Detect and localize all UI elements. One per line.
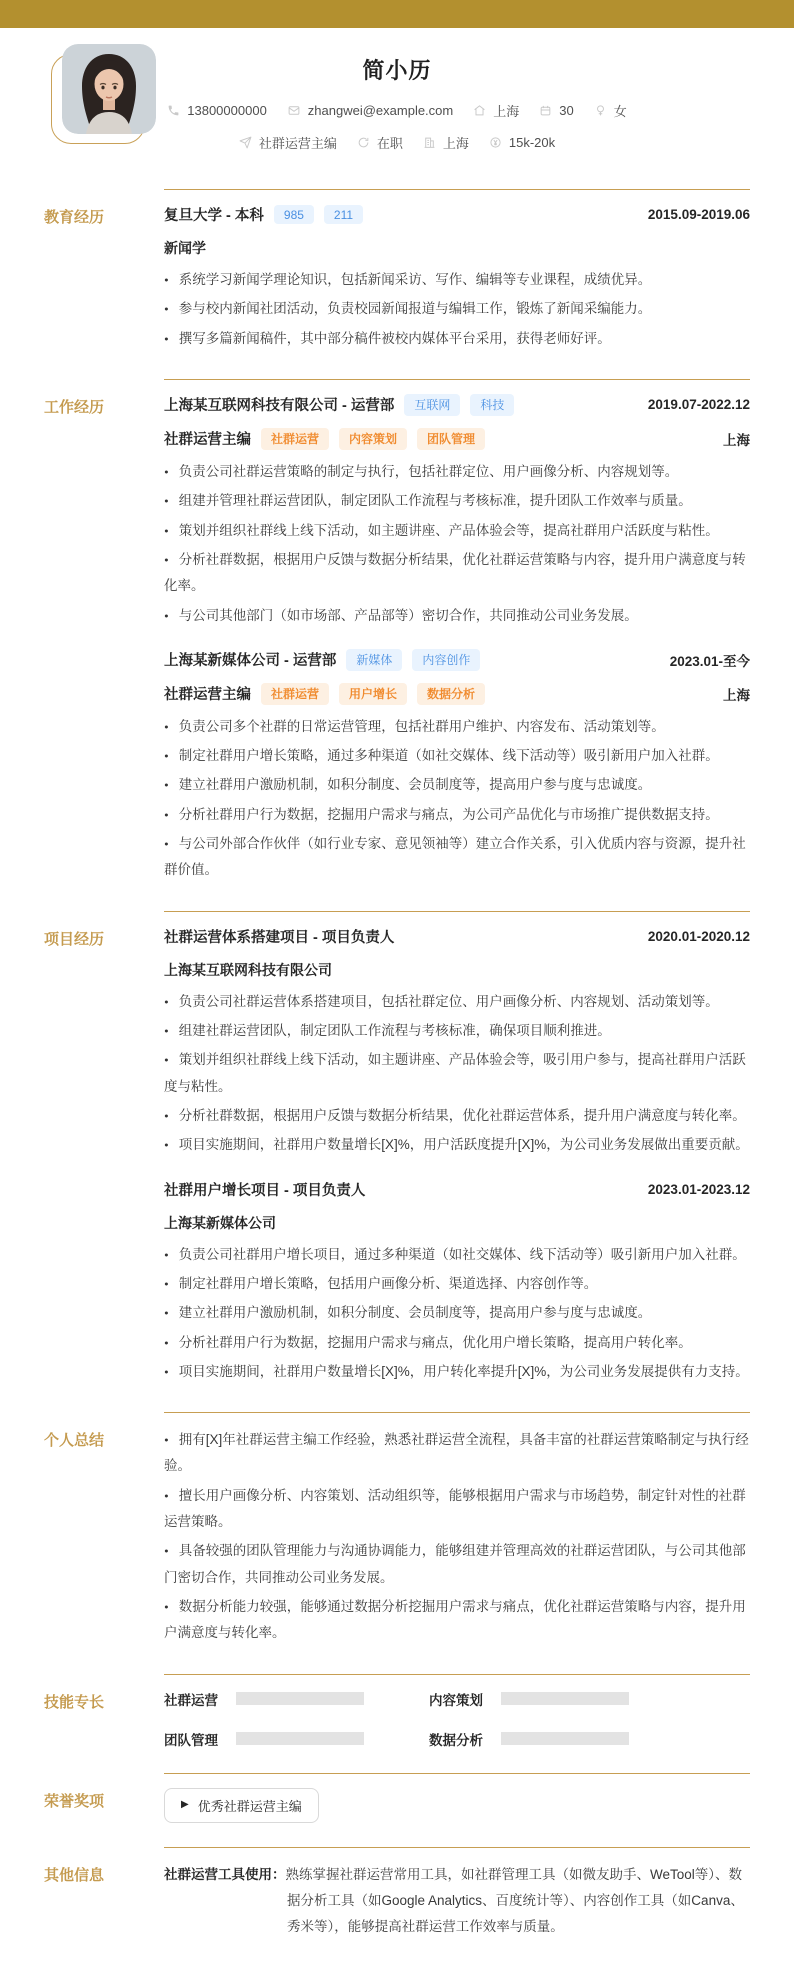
bullet-dot: • [164, 1488, 169, 1502]
age-icon [539, 104, 552, 117]
role-title: 社群运营主编 [164, 687, 251, 704]
bullet-item: • 参与校内新闻社团活动，负责校园新闻报道与编辑工作，锻炼了新闻采编能力。 [164, 296, 750, 322]
skill-tag: 内容策划 [339, 428, 407, 450]
other-info-lead: 社群运营工具使用： [164, 1866, 286, 1882]
skill-tag: 社群运营 [261, 428, 329, 450]
work-date: 2023.01-至今 [669, 653, 750, 669]
bullet-item: • 分析社群数据，根据用户反馈与数据分析结果，优化社群运营体系，提升用户满意度与转化率。 [164, 1103, 750, 1129]
honor-chip[interactable] [164, 1788, 319, 1823]
bullet-item: • 系统学习新闻学理论知识，包括新闻采访、写作、编辑等专业课程，成绩优异。 [164, 267, 750, 293]
contact-salary [489, 135, 555, 150]
bullet-item: • 数据分析能力较强，能够通过数据分析挖掘用户需求与痛点，优化社群运营策略与内容，提升用户满意度与转化率。 [164, 1594, 750, 1647]
top-gold-bar [0, 0, 794, 28]
bullet-dot: • [164, 1109, 169, 1122]
bullet-dot: • [164, 837, 169, 851]
other-section-title: 其他信息 [44, 1866, 105, 1884]
skills-section-title: 技能专长 [44, 1693, 105, 1711]
bullet-item: • 制定社群用户增长策略，通过多种渠道（如社交媒体、线下活动等）吸引新用户加入社群。 [164, 743, 750, 769]
project-entry-2 [164, 1179, 750, 1386]
summary-section-title: 个人总结 [44, 1432, 105, 1450]
project-entry-1 [164, 926, 750, 1159]
bullet-dot: • [164, 1544, 169, 1558]
bullet-item: • 擅长用户画像分析、内容策划、活动组织等，能够根据用户需求与市场趋势，制定针对性的社群运营策略。 [164, 1483, 750, 1536]
work-bullets [164, 459, 750, 629]
age-value: 30 [559, 103, 574, 118]
projects-section-title: 项目经历 [44, 930, 105, 948]
bullet-dot: • [164, 994, 169, 1008]
bullet-dot: • [164, 1138, 169, 1152]
bullet-dot: • [164, 465, 169, 478]
bullet-dot: • [164, 1247, 169, 1261]
bullet-item: • 组建社群运营团队，制定团队工作流程与考核标准，确保项目顺利推进。 [164, 1018, 750, 1044]
bullet-item: • 具备较强的团队管理能力与沟通协调能力，能够组建并管理高效的社群运营团队，与公司其他部门密切合作，共同推动公司业务发展。 [164, 1538, 750, 1591]
candidate-name: 简小历 [362, 58, 432, 83]
school-badge-211: 211 [324, 205, 363, 224]
status-value: 在职 [376, 136, 403, 151]
bullet-dot: • [164, 1277, 169, 1290]
profile-photo [62, 44, 156, 134]
position-icon [239, 136, 252, 149]
work-bullets [164, 714, 750, 884]
bullet-item: • 负责公司社群用户增长项目，通过多种渠道（如社交媒体、线下活动等）吸引新用户加入社群。 [164, 1242, 750, 1268]
bullet-item: • 负责公司多个社群的日常运营管理，包括社群用户维护、内容发布、活动策划等。 [164, 714, 750, 740]
work-entry-2 [164, 649, 750, 884]
bullet-item: • 项目实施期间，社群用户数量增长[X]%，用户活跃度提升[X]%，为公司业务发展做出重要贡献。 [164, 1132, 750, 1158]
bullet-dot: • [164, 1306, 169, 1320]
section-honors [44, 1765, 750, 1839]
project-date: 2020.01-2020.12 [647, 928, 750, 944]
summary-bullets [164, 1427, 750, 1647]
bullet-dot: • [164, 331, 169, 345]
industry-badge: 新媒体 [346, 649, 402, 671]
skill-bar [501, 1732, 629, 1745]
project-org: 上海某新媒体公司 [164, 1214, 276, 1231]
education-entry [164, 204, 750, 352]
other-info-text: 社群运营工具使用：熟练掌握社群运营常用工具，如社群管理工具（如微友助手、WeTool等）、数据分析工具（如Google Analytics、百度统计等）、内容创作工具（如Canva、秀米等），能够提高社群运营工作效率与质量。 [164, 1866, 744, 1935]
skill-bar [236, 1732, 364, 1745]
industry-badge: 科技 [470, 394, 514, 416]
contact-row-2 [44, 133, 750, 152]
bullet-item: • 分析社群用户行为数据，挖掘用户需求与痛点，为公司产品优化与市场推广提供数据支持。 [164, 802, 750, 828]
gender-icon [594, 104, 607, 117]
bullet-dot: • [164, 1024, 169, 1037]
section-summary [44, 1404, 750, 1666]
portrait-image [62, 44, 156, 134]
skill-item [429, 1689, 694, 1709]
play-icon: ▶ [181, 1799, 189, 1811]
work-location: 上海 [723, 432, 750, 448]
contact-email [287, 103, 453, 118]
work-entry-1 [164, 394, 750, 629]
bullet-item: • 建立社群用户激励机制，如积分制度、会员制度等，提高用户参与度与忠诚度。 [164, 1300, 750, 1326]
bullet-item: • 拥有[X]年社群运营主编工作经验，熟悉社群运营全流程，具备丰富的社群运营策略制定与执行经验。 [164, 1427, 750, 1480]
bullet-item: • 与公司外部合作伙伴（如行业专家、意见领袖等）建立合作关系，引入优质内容与资源，提升社群价值。 [164, 831, 750, 884]
contact-phone [167, 103, 267, 118]
skill-tag: 社群运营 [261, 683, 329, 705]
phone-icon [167, 104, 180, 117]
bullet-dot: • [164, 302, 169, 316]
bullet-dot: • [164, 1335, 169, 1349]
bullet-item: • 与公司其他部门（如市场部、产品部等）密切合作，共同推动公司业务发展。 [164, 603, 750, 629]
bullet-item: • 分析社群数据，根据用户反馈与数据分析结果，优化社群运营策略与内容，提升用户满意度与转化率。 [164, 547, 750, 600]
work-city-value: 上海 [442, 136, 469, 151]
skill-name: 社群运营 [164, 1692, 218, 1708]
school-name: 复旦大学 - 本科 [164, 208, 264, 224]
section-work [44, 371, 750, 903]
gender-value: 女 [613, 104, 627, 119]
home-icon [473, 104, 486, 117]
education-date: 2015.09-2019.06 [647, 207, 750, 222]
contact-status [357, 133, 403, 152]
bullet-item: • 负责公司社群运营体系搭建项目，包括社群定位、用户画像分析、内容规划、活动策划等。 [164, 989, 750, 1015]
salary-value: 15k-20k [508, 135, 556, 150]
skill-tag: 用户增长 [339, 683, 407, 705]
home-city-value: 上海 [493, 104, 520, 119]
bullet-item: • 策划并组织社群线上线下活动，如主题讲座、产品体验会等，提高社群用户活跃度与粘性。 [164, 518, 750, 544]
contact-home-city [473, 101, 519, 120]
bullet-dot: • [164, 608, 169, 622]
bullet-item: • 分析社群用户行为数据，挖掘用户需求与痛点，优化用户增长策略，提高用户转化率。 [164, 1330, 750, 1356]
project-org: 上海某互联网科技有限公司 [164, 961, 332, 978]
bullet-item: • 制定社群用户增长策略，包括用户画像分析、渠道选择、内容创作等。 [164, 1271, 750, 1297]
skill-name: 内容策划 [429, 1692, 483, 1708]
bullet-dot: • [164, 749, 169, 763]
bullet-dot: • [164, 807, 169, 821]
company-name: 上海某互联网科技有限公司 - 运营部 [164, 398, 395, 415]
contact-position [239, 133, 337, 152]
contact-work-city [423, 133, 469, 152]
project-bullets [164, 989, 750, 1159]
role-title: 社群运营主编 [164, 432, 251, 449]
section-projects [44, 903, 750, 1404]
industry-badge: 内容创作 [412, 649, 480, 671]
skill-item [164, 1689, 429, 1709]
phone-value: 13800000000 [187, 103, 267, 118]
skills-grid [164, 1689, 750, 1749]
bullet-dot: • [164, 273, 169, 286]
city-icon [423, 136, 436, 149]
section-education [44, 181, 750, 371]
bullet-dot: • [164, 720, 169, 733]
skill-tag: 数据分析 [417, 683, 485, 705]
project-title: 社群用户增长项目 - 项目负责人 [164, 1182, 366, 1199]
company-name: 上海某新媒体公司 - 运营部 [164, 653, 337, 670]
contact-gender [594, 101, 627, 120]
bullet-dot: • [164, 523, 169, 537]
project-bullets [164, 1242, 750, 1386]
email-value: zhangwei@example.com [307, 103, 454, 118]
bullet-item: • 建立社群用户激励机制，如积分制度、会员制度等，提高用户参与度与忠诚度。 [164, 772, 750, 798]
work-section-title: 工作经历 [44, 398, 105, 416]
project-date: 2023.01-2023.12 [647, 1181, 750, 1197]
bullet-dot: • [164, 553, 169, 566]
bullet-dot: • [164, 494, 169, 508]
bullet-item: • 负责公司社群运营策略的制定与执行，包括社群定位、用户画像分析、内容规划等。 [164, 459, 750, 485]
bullet-item: • 策划并组织社群线上线下活动，如主题讲座、产品体验会等，吸引用户参与，提高社群用户活跃度与粘性。 [164, 1047, 750, 1100]
bullet-dot: • [164, 778, 169, 792]
mail-icon [287, 104, 301, 117]
bullet-item: • 组建并管理社群运营团队，制定团队工作流程与考核标准，提升团队工作效率与质量。 [164, 488, 750, 514]
section-skills [44, 1666, 750, 1765]
skill-name: 团队管理 [164, 1732, 218, 1748]
bullet-dot: • [164, 1600, 169, 1613]
section-other [44, 1839, 750, 1957]
resume-body [0, 171, 794, 1981]
bullet-dot: • [164, 1053, 169, 1067]
skill-bar [236, 1692, 364, 1705]
industry-badge: 互联网 [404, 394, 460, 416]
education-section-title: 教育经历 [44, 209, 105, 226]
bullet-dot: • [164, 1433, 169, 1447]
work-date: 2019.07-2022.12 [647, 397, 750, 413]
honor-label: 优秀社群运营主编 [197, 1798, 302, 1814]
work-location: 上海 [723, 687, 750, 703]
position-value: 社群运营主编 [258, 136, 337, 151]
status-icon [357, 136, 370, 149]
bullet-item: • 项目实施期间，社群用户数量增长[X]%，用户转化率提升[X]%，为公司业务发展提供有力支持。 [164, 1359, 750, 1385]
education-bullets [164, 267, 750, 352]
honors-section-title: 荣誉奖项 [44, 1792, 105, 1810]
skill-name: 数据分析 [429, 1732, 483, 1748]
bullet-item: • 撰写多篇新闻稿件，其中部分稿件被校内媒体平台采用，获得老师好评。 [164, 326, 750, 352]
school-badge-985: 985 [274, 205, 314, 224]
salary-icon [489, 136, 502, 149]
contact-age [539, 103, 573, 118]
bullet-dot: • [164, 1365, 169, 1378]
skill-bar [501, 1692, 629, 1705]
skill-tag: 团队管理 [417, 428, 485, 450]
skill-item [429, 1729, 694, 1749]
project-title: 社群运营体系搭建项目 - 项目负责人 [164, 929, 395, 946]
major-name: 新闻学 [164, 240, 206, 256]
skill-item [164, 1729, 429, 1749]
resume-header [0, 28, 794, 171]
